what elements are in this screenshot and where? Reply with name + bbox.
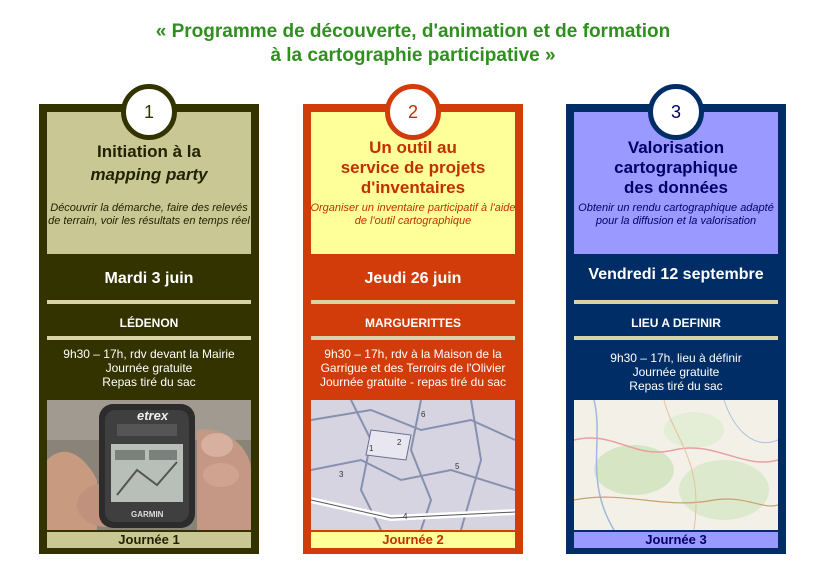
card-1-heading-line-1: Initiation à la: [97, 142, 201, 161]
page-title-line-1: « Programme de découverte, d'animation et de formation: [155, 21, 671, 42]
card-2-heading-line-1: Un outil au: [369, 138, 457, 157]
page-title-line-2: à la cartographie participative »: [270, 45, 556, 66]
card-2-map-label: 3: [339, 470, 344, 479]
card-2-info-line: Garrigue et des Terroirs de l'Olivier: [320, 361, 506, 375]
card-1-device-maker: GARMIN: [131, 510, 164, 519]
card-1-date: Mardi 3 juin: [104, 270, 194, 287]
card-2-map-label: 1: [369, 444, 374, 453]
card-1-heading-line-2: mapping party: [90, 165, 208, 184]
card-3-date: Vendredi 12 septembre: [588, 266, 764, 283]
card-1-place: LÉDENON: [119, 316, 179, 330]
card-2-map-label: 5: [455, 462, 460, 471]
card-1-gps-photo: [47, 400, 251, 530]
card-2-divider-1: [311, 300, 515, 304]
card-2-map-label: 4: [403, 512, 408, 521]
card-1-device-brand: etrex: [137, 408, 169, 423]
card-2-parcel-map: [311, 400, 515, 530]
card-2-info-line: Journée gratuite - repas tiré du sac: [319, 375, 507, 389]
card-2-info: [307, 347, 519, 389]
card-3-info-line: 9h30 – 17h, lieu à définir: [610, 351, 742, 365]
card-3-topographic-map: [574, 400, 778, 530]
card-2-footer: Journée 2: [311, 532, 515, 548]
card-1-info-line: Repas tiré du sac: [102, 375, 196, 389]
card-1-divider-1: [47, 300, 251, 304]
card-journee-3: [566, 104, 786, 554]
card-3-info: [570, 351, 782, 393]
card-2-divider-2: [311, 336, 515, 340]
card-1-info-line: 9h30 – 17h, rdv devant la Mairie: [63, 347, 235, 361]
card-3-number-badge: 3: [648, 84, 704, 140]
card-journee-1: [39, 104, 259, 554]
card-3-info-line: Journée gratuite: [632, 365, 720, 379]
card-2-map-label: 6: [421, 410, 426, 419]
card-1-info: [43, 347, 255, 389]
card-2-place: MARGUERITTES: [365, 316, 461, 330]
card-3-place: LIEU A DEFINIR: [631, 316, 721, 330]
card-2-map-label: 2: [397, 438, 402, 447]
card-2-info-line: 9h30 – 17h, rdv à la Maison de la: [324, 347, 502, 361]
card-3-footer: Journée 3: [574, 532, 778, 548]
card-2-heading-line-3: d'inventaires: [360, 178, 466, 197]
card-3-heading-line-2: cartographique: [614, 158, 738, 177]
card-1-info-line: Journée gratuite: [105, 361, 193, 375]
card-1-divider-2: [47, 336, 251, 340]
card-2-heading-line-2: service de projets: [340, 158, 486, 177]
card-2-description: Organiser un inventaire participatif à l'aide de l'outil cartographique: [310, 202, 516, 227]
card-1-footer: Journée 1: [47, 532, 251, 548]
card-journee-2: [303, 104, 523, 554]
card-2-date: Jeudi 26 juin: [364, 270, 462, 287]
card-2-number-badge: 2: [385, 84, 441, 140]
card-3-divider-1: [574, 300, 778, 304]
card-1-number-badge: 1: [121, 84, 177, 140]
card-3-heading-line-1: Valorisation: [627, 138, 725, 157]
card-3-description: Obtenir un rendu cartographique adapté pour la diffusion et la valorisation: [578, 202, 774, 227]
card-3-info-line: Repas tiré du sac: [629, 379, 723, 393]
card-3-divider-2: [574, 336, 778, 340]
card-3-heading-line-3: des données: [624, 178, 728, 197]
card-1-description: Découvrir la démarche, faire des relevés de terrain, voir les résultats en temps réel: [48, 202, 250, 227]
